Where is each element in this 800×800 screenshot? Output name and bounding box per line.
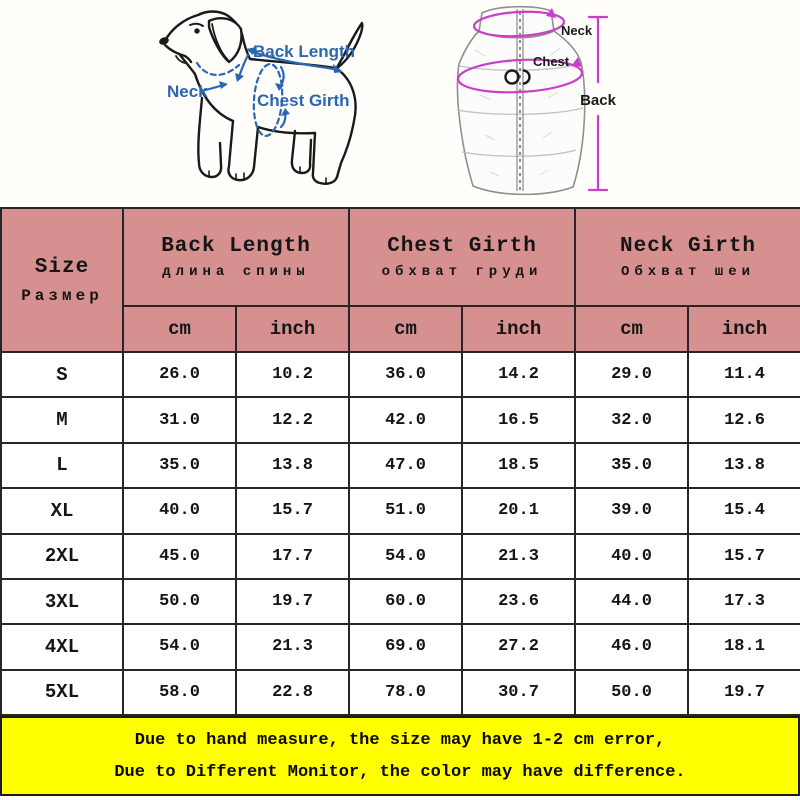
vest-neck-label: Neck — [561, 23, 593, 38]
cell-neck-girth-cm: 39.0 — [575, 488, 688, 533]
cell-chest-girth-inch: 18.5 — [462, 443, 575, 488]
disclaimer-note — [0, 716, 800, 796]
cell-chest-girth-cm: 36.0 — [349, 352, 462, 397]
cell-neck-girth-cm: 50.0 — [575, 670, 688, 715]
vest-measurement-diagram-icon — [440, 0, 660, 205]
cell-back-length-inch: 17.7 — [236, 534, 349, 579]
cell-back-length-cm: 58.0 — [123, 670, 236, 715]
cell-back-length-cm: 50.0 — [123, 579, 236, 624]
cell-neck-girth-inch: 19.7 — [688, 670, 800, 715]
cell-neck-girth-cm: 40.0 — [575, 534, 688, 579]
header-back-length — [123, 208, 349, 306]
table-row — [1, 579, 800, 624]
table-row — [1, 534, 800, 579]
dog-chest-girth-label: Chest Girth — [257, 91, 350, 110]
cell-neck-girth-inch: 18.1 — [688, 624, 800, 669]
header-back-length-ru: длина спины — [162, 263, 310, 280]
header-size — [1, 208, 123, 352]
cell-chest-girth-cm: 60.0 — [349, 579, 462, 624]
cell-neck-girth-inch: 12.6 — [688, 397, 800, 442]
cell-chest-girth-inch: 30.7 — [462, 670, 575, 715]
table-row — [1, 488, 800, 533]
size-chart-table — [0, 207, 800, 716]
cell-size: 3XL — [1, 579, 123, 624]
cell-chest-girth-inch: 21.3 — [462, 534, 575, 579]
cell-chest-girth-cm: 78.0 — [349, 670, 462, 715]
vest-back-label: Back — [580, 92, 616, 109]
header-chest-girth — [349, 208, 575, 306]
cell-back-length-cm: 35.0 — [123, 443, 236, 488]
cell-size: XL — [1, 488, 123, 533]
header-chest-girth-en: Chest Girth — [387, 234, 537, 258]
cell-size: 5XL — [1, 670, 123, 715]
header-size-en: Size — [34, 255, 90, 279]
disclaimer-line-1: Due to hand measure, the size may have 1-2 cm error, — [134, 730, 666, 750]
cell-chest-girth-cm: 47.0 — [349, 443, 462, 488]
cell-back-length-inch: 19.7 — [236, 579, 349, 624]
cell-back-length-inch: 15.7 — [236, 488, 349, 533]
table-row — [1, 670, 800, 715]
cell-chest-girth-inch: 16.5 — [462, 397, 575, 442]
header-neck-girth — [575, 208, 800, 306]
unit-back-length-cm: cm — [123, 306, 236, 352]
cell-size: M — [1, 397, 123, 442]
cell-chest-girth-cm: 54.0 — [349, 534, 462, 579]
cell-neck-girth-inch: 13.8 — [688, 443, 800, 488]
disclaimer-line-2: Due to Different Monitor, the color may have difference. — [114, 762, 686, 782]
cell-chest-girth-cm: 42.0 — [349, 397, 462, 442]
cell-chest-girth-inch: 23.6 — [462, 579, 575, 624]
header-neck-girth-en: Neck Girth — [620, 234, 757, 258]
cell-neck-girth-cm: 44.0 — [575, 579, 688, 624]
cell-chest-girth-inch: 14.2 — [462, 352, 575, 397]
cell-back-length-inch: 21.3 — [236, 624, 349, 669]
table-row — [1, 397, 800, 442]
table-row — [1, 624, 800, 669]
cell-size: L — [1, 443, 123, 488]
cell-chest-girth-inch: 27.2 — [462, 624, 575, 669]
unit-neck-girth-cm: cm — [575, 306, 688, 352]
header-neck-girth-ru: Обхват шеи — [621, 263, 756, 280]
header-back-length-en: Back Length — [161, 234, 311, 258]
cell-neck-girth-cm: 32.0 — [575, 397, 688, 442]
cell-size: 4XL — [1, 624, 123, 669]
table-row — [1, 352, 800, 397]
cell-back-length-inch: 10.2 — [236, 352, 349, 397]
cell-back-length-cm: 45.0 — [123, 534, 236, 579]
cell-neck-girth-inch: 15.7 — [688, 534, 800, 579]
dog-eye — [194, 28, 199, 33]
cell-back-length-cm: 54.0 — [123, 624, 236, 669]
dog-measurement-diagram-icon — [140, 0, 400, 200]
unit-chest-girth-cm: cm — [349, 306, 462, 352]
vest-chest-label: Chest — [533, 54, 570, 69]
cell-neck-girth-inch: 17.3 — [688, 579, 800, 624]
illustration-band — [0, 0, 800, 207]
cell-neck-girth-inch: 11.4 — [688, 352, 800, 397]
cell-size: S — [1, 352, 123, 397]
cell-back-length-cm: 31.0 — [123, 397, 236, 442]
cell-chest-girth-cm: 51.0 — [349, 488, 462, 533]
unit-chest-girth-inch: inch — [462, 306, 575, 352]
cell-chest-girth-cm: 69.0 — [349, 624, 462, 669]
cell-chest-girth-inch: 20.1 — [462, 488, 575, 533]
cell-back-length-inch: 22.8 — [236, 670, 349, 715]
cell-neck-girth-cm: 35.0 — [575, 443, 688, 488]
header-chest-girth-ru: обхват груди — [381, 263, 543, 280]
cell-back-length-cm: 26.0 — [123, 352, 236, 397]
cell-neck-girth-cm: 29.0 — [575, 352, 688, 397]
dog-neck-label: Neck — [167, 82, 208, 101]
header-size-ru: Размер — [21, 286, 103, 305]
cell-back-length-cm: 40.0 — [123, 488, 236, 533]
unit-back-length-inch: inch — [236, 306, 349, 352]
table-row — [1, 443, 800, 488]
dog-back-length-label: Back Length — [253, 42, 356, 61]
cell-neck-girth-cm: 46.0 — [575, 624, 688, 669]
unit-neck-girth-inch: inch — [688, 306, 800, 352]
cell-neck-girth-inch: 15.4 — [688, 488, 800, 533]
cell-back-length-inch: 13.8 — [236, 443, 349, 488]
cell-back-length-inch: 12.2 — [236, 397, 349, 442]
cell-size: 2XL — [1, 534, 123, 579]
